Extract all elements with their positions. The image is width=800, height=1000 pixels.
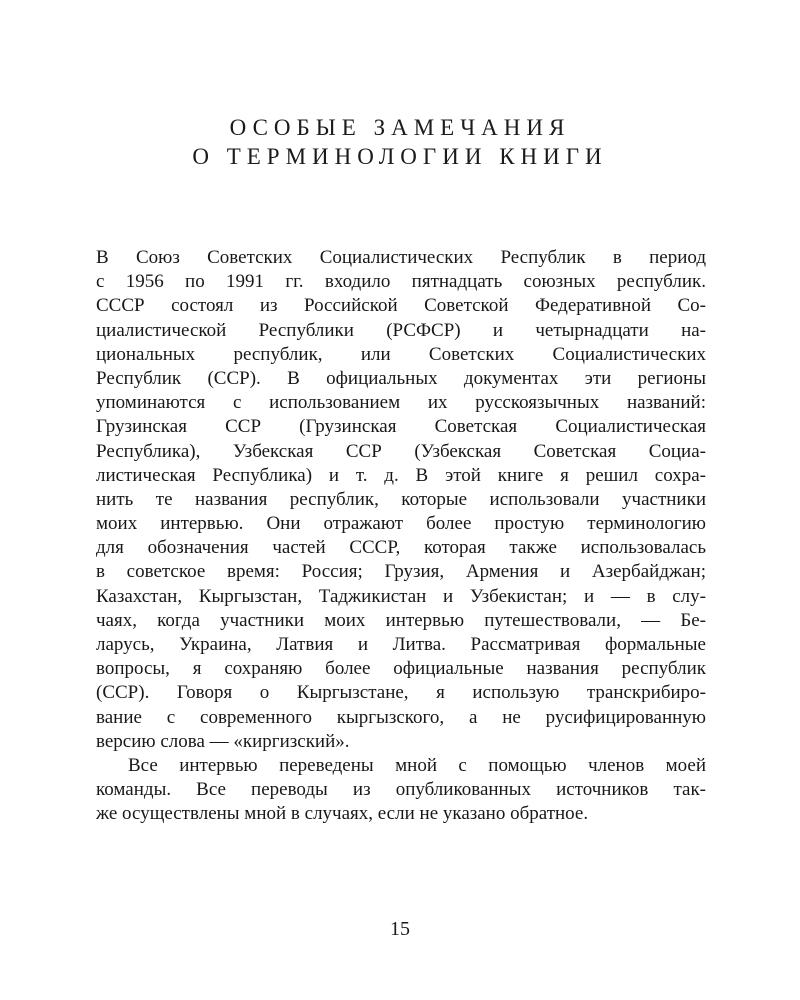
text-line: Республик (ССР). В официальных документах эти регионы — [96, 367, 706, 389]
paragraph-1 — [96, 246, 706, 754]
text-line: версию слова — «киргизский». — [96, 730, 350, 752]
text-line: нить те названия республик, которые использовали участники — [96, 488, 706, 510]
text-line: для обозначения частей СССР, которая также использовалась — [96, 537, 706, 559]
text-line: вопросы, я сохраняю более официальные названия республик — [96, 658, 706, 680]
text-line: листическая Республика) и т. д. В этой книге я решил сохра- — [96, 464, 706, 486]
text-line: с 1956 по 1991 гг. входило пятнадцать союзных республик. — [96, 271, 706, 293]
text-line: Казахстан, Кыргызстан, Таджикистан и Узбекистан; и — в слу- — [96, 585, 706, 607]
text-line: циалистической Республики (РСФСР) и четырнадцати на- — [96, 319, 706, 341]
chapter-title-line-2: О ТЕРМИНОЛОГИИ КНИГИ — [192, 144, 608, 169]
text-line: Грузинская ССР (Грузинская Советская Социалистическая — [96, 416, 706, 438]
text-line: упоминаются с использованием их русскоязычных названий: — [96, 392, 706, 414]
text-line: вание с современного кыргызского, а не русифицированную — [96, 706, 706, 728]
text-line: (ССР). Говоря о Кыргызстане, я использую транскрибиро- — [96, 682, 706, 704]
text-line: Все интервью переведены мной с помощью членов моей — [128, 754, 706, 776]
text-line: Республика), Узбекская ССР (Узбекская Советская Социа- — [96, 440, 706, 462]
text-line: в советское время: Россия; Грузия, Армения и Азербайджан; — [96, 561, 706, 583]
text-line: циональных республик, или Советских Социалистических — [96, 343, 706, 365]
text-line: моих интервью. Они отражают более простую терминологию — [96, 513, 706, 535]
page-number: 15 — [390, 918, 410, 940]
text-line: команды. Все переводы из опубликованных источников так- — [96, 779, 706, 801]
text-line: же осуществлены мной в случаях, если не указано обратное. — [96, 803, 589, 825]
body-text — [96, 246, 706, 827]
paragraph-2 — [96, 754, 706, 827]
text-line: В Союз Советских Социалистических Республик в период — [96, 247, 706, 268]
text-line: ларусь, Украина, Латвия и Литва. Рассматривая формальные — [96, 634, 706, 655]
text-line: СССР состоял из Российской Советской Федеративной Со- — [96, 295, 706, 317]
chapter-title-line-1: ОСОБЫЕ ЗАМЕЧАНИЯ — [229, 115, 571, 140]
text-line: чаях, когда участники моих интервью путешествовали, — Бе- — [96, 609, 706, 631]
